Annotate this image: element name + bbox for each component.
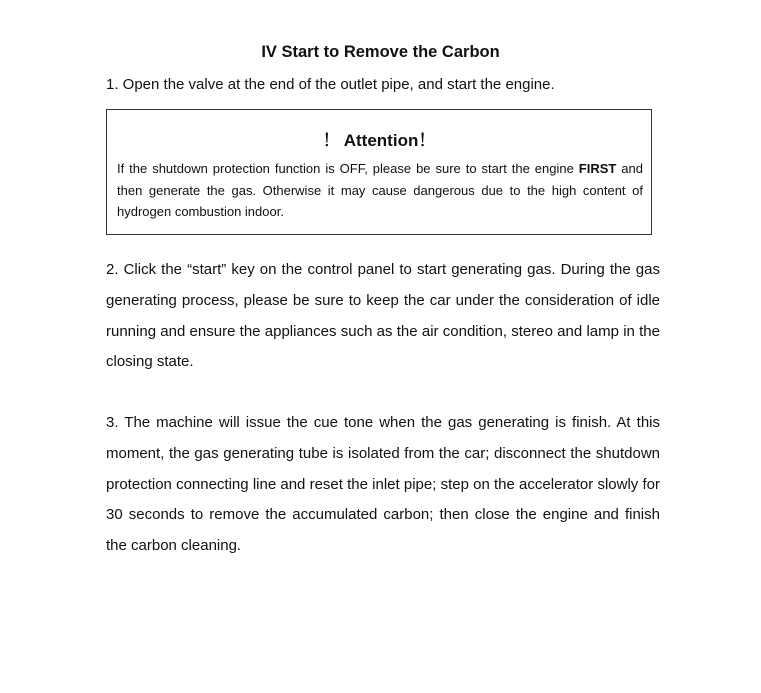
attention-emphasis: FIRST (578, 161, 617, 176)
section-title: IV Start to Remove the Carbon (261, 43, 500, 61)
step-1-text: 1. Open the valve at the end of the outlet pipe, and start the engine. (106, 76, 555, 93)
attention-text: If the shutdown protection function is OFF, please be sure to start the engine (117, 161, 579, 176)
step-3-text: 3. The machine will issue the cue tone when the gas generating is finish. At this moment, the gas generating tube is isolated from the car; disconnect the shutdown protection connecting line and reset the inlet pipe; step on the accelerator slowly for 30 seconds to remove the accumulated carbon; then close the engine and finish the carbon cleaning. (106, 414, 660, 555)
attention-text-cont: and then generate the gas. Otherwise it may cause dangerous due to the high content of hydrogen combustion indoor. (117, 161, 643, 219)
attention-box (106, 109, 652, 235)
step-2-text: 2. Click the “start” key on the control panel to start generating gas. During the gas generating process, please be sure to keep the car under the consideration of idle running and ensure the appliances such as the air condition, stereo and lamp in the closing state. (106, 261, 660, 371)
attention-heading: ！ Attention！ (322, 131, 436, 150)
attention-body (117, 158, 643, 223)
